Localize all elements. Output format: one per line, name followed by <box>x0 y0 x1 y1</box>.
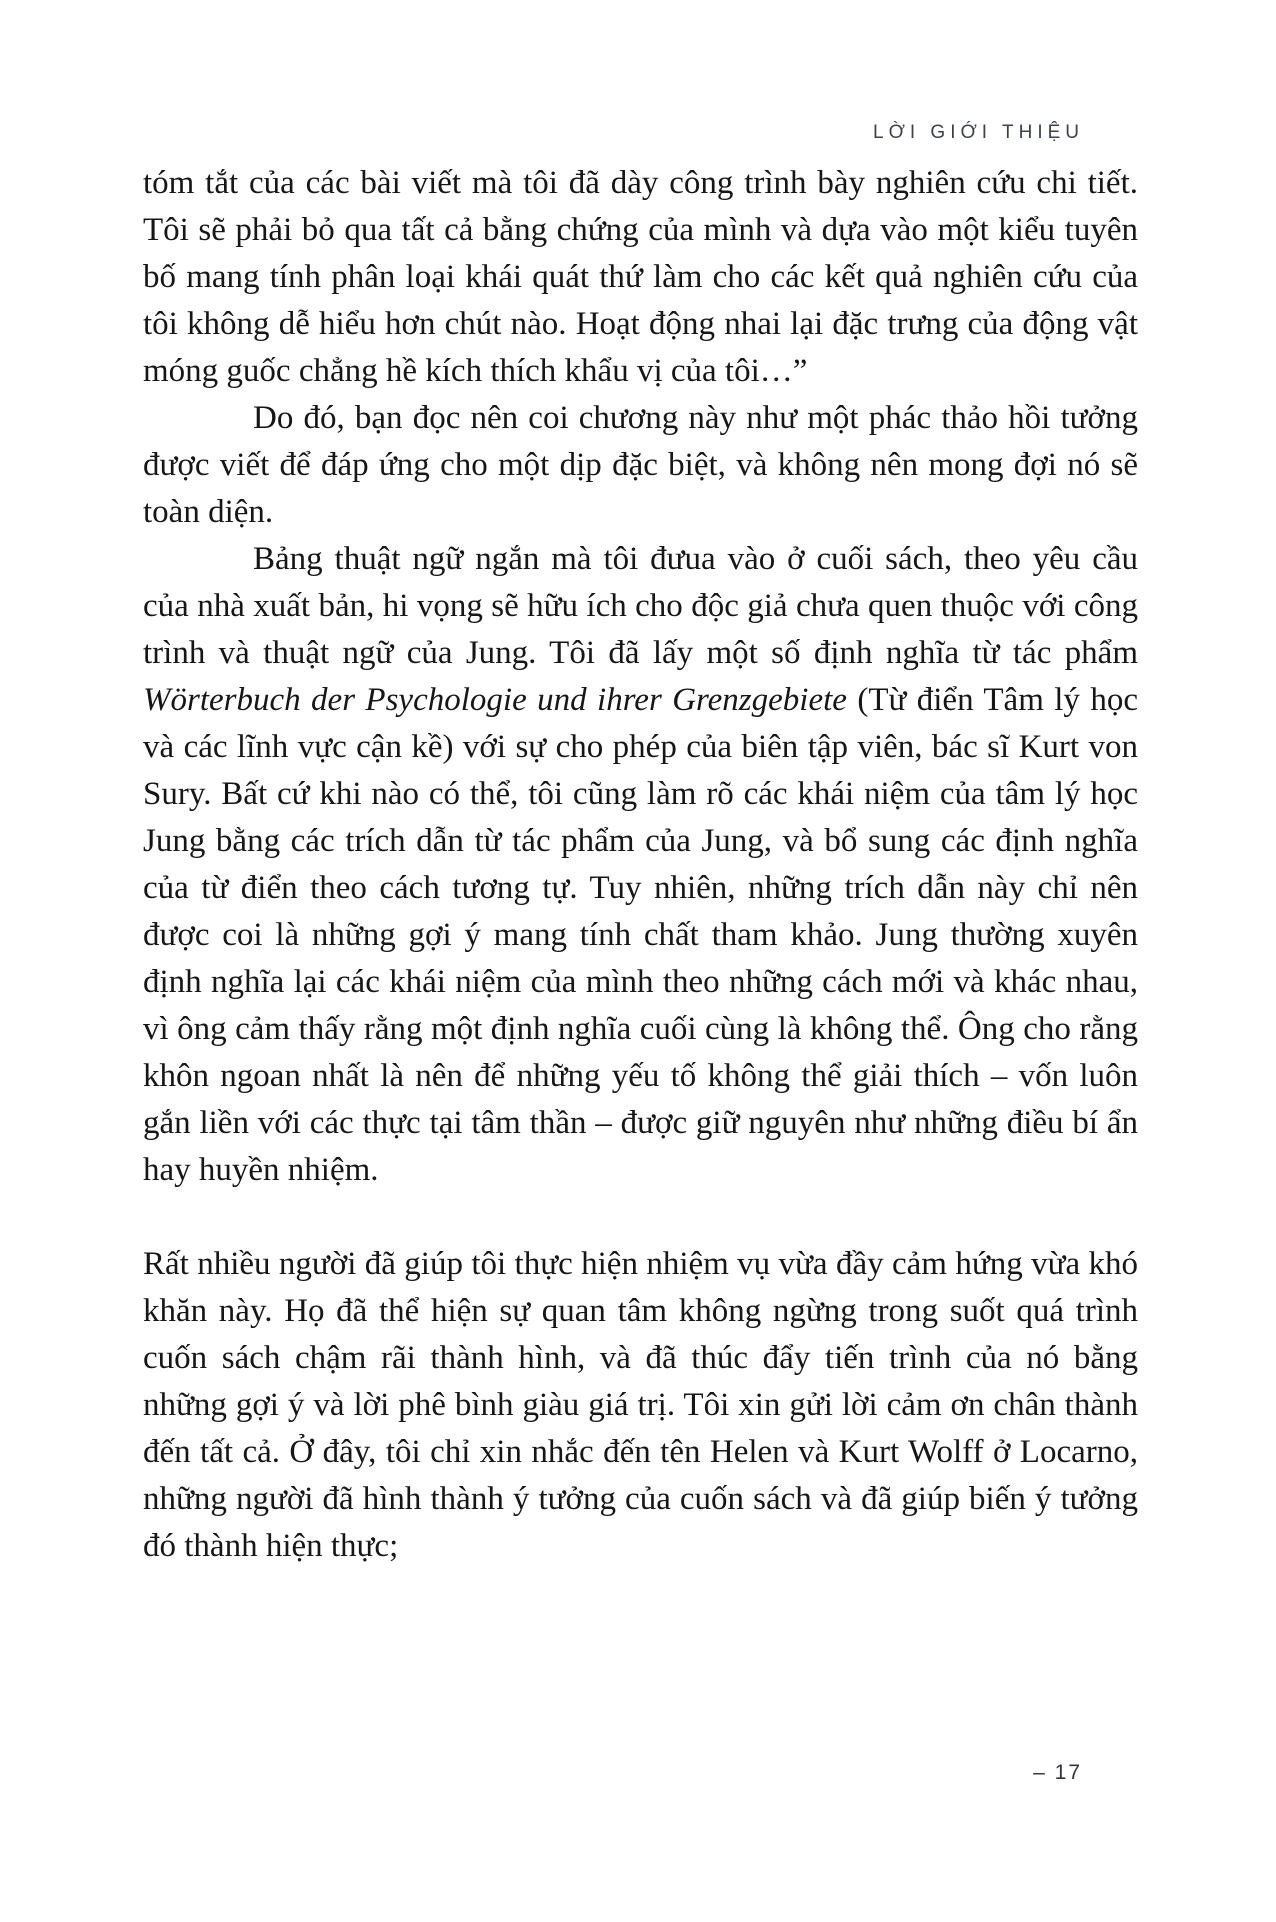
page-number: – 17 <box>1033 1761 1082 1784</box>
paragraph <box>143 536 1138 1194</box>
text-run: tóm tắt của các bài viết mà tôi đã dày công trình bày nghiên cứu chi tiết. Tôi sẽ phải bỏ qua tất cả bằng chứng của mình và dựa vào một kiểu tuyên bố mang tính phân loại khái quát thứ làm cho các kết quả nghiên cứu của tôi không dễ hiểu hơn chút nào. Hoạt động nhai lại đặc trưng của động vật móng guốc chẳng hề kích thích khẩu vị của tôi…” <box>143 165 1138 389</box>
text-run: (Từ điển Tâm lý học và các lĩnh vực cận kề) với sự cho phép của biên tập viên, bác sĩ Kurt von Sury. Bất cứ khi nào có thể, tôi cũng làm rõ các khái niệm của tâm lý học Jung bằng các trích dẫn từ tác phẩm của Jung, và bổ sung các định nghĩa của từ điển theo cách tương tự. Tuy nhiên, những trích dẫn này chỉ nên được coi là những gợi ý mang tính chất tham khảo. Jung thường xuyên định nghĩa lại các khái niệm của mình theo những cách mới và khác nhau, vì ông cảm thấy rằng một định nghĩa cuối cùng là không thể. Ông cho rằng khôn ngoan nhất là nên để những yếu tố không thể giải thích – vốn luôn gắn liền với các thực tại tâm thần – được giữ nguyên như những điều bí ẩn hay huyền nhiệm. <box>143 682 1138 1188</box>
paragraph <box>143 395 1138 536</box>
running-head: LỜI GIỚI THIỆU <box>873 122 1084 143</box>
text-run: Do đó, bạn đọc nên coi chương này như một phác thảo hồi tưởng được viết để đáp ứng cho một dịp đặc biệt, và không nên mong đợi nó sẽ toàn diện. <box>143 400 1138 530</box>
text-run: Bảng thuật ngữ ngắn mà tôi đưua vào ở cuối sách, theo yêu cầu của nhà xuất bản, hi vọng sẽ hữu ích cho độc giả chưa quen thuộc với công trình và thuật ngữ của Jung. Tôi đã lấy một số định nghĩa từ tác phẩm <box>143 541 1138 671</box>
book-title-italic: Wörterbuch der Psychologie und ihrer Grenzgebiete <box>143 682 847 718</box>
body-text <box>143 160 1138 1570</box>
paragraph <box>143 160 1138 395</box>
text-run: Rất nhiều người đã giúp tôi thực hiện nhiệm vụ vừa đầy cảm hứng vừa khó khăn này. Họ đã thể hiện sự quan tâm không ngừng trong suốt quá trình cuốn sách chậm rãi thành hình, và đã thúc đẩy tiến trình của nó bằng những gợi ý và lời phê bình giàu giá trị. Tôi xin gửi lời cảm ơn chân thành đến tất cả. Ở đây, tôi chỉ xin nhắc đến tên Helen và Kurt Wolff ở Locarno, những người đã hình thành ý tưởng của cuốn sách và đã giúp biến ý tưởng đó thành hiện thực; <box>143 1246 1138 1564</box>
paragraph <box>143 1241 1138 1570</box>
